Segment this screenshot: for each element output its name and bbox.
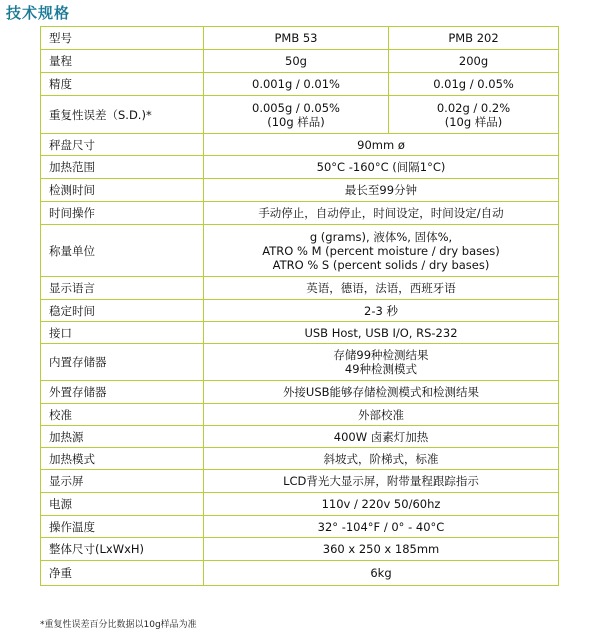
value-line: 49种检测模式	[344, 362, 418, 376]
row-label: 加热模式	[41, 448, 204, 470]
row-value	[204, 156, 559, 179]
spec-row	[41, 426, 559, 448]
spec-row	[41, 493, 559, 516]
row-label: 显示屏	[41, 470, 204, 493]
value-line: ATRO % M (percent moisture / dry bases)	[262, 243, 500, 258]
value-line: USB Host, USB I/O, RS-232	[304, 325, 458, 340]
row-value	[204, 277, 559, 300]
spec-row	[41, 516, 559, 538]
spec-row	[41, 156, 559, 179]
row-value	[204, 179, 559, 202]
row-label: 净重	[41, 561, 204, 586]
row-label: 校准	[41, 404, 204, 426]
header-row	[41, 27, 559, 50]
row-value	[204, 404, 559, 426]
model-pmb202: PMB 202	[389, 27, 559, 50]
row-value	[204, 202, 559, 225]
spec-row	[41, 381, 559, 404]
value-line: 110v / 220v 50/60hz	[321, 497, 441, 511]
row-label: 外置存储器	[41, 381, 204, 404]
row-label: 稳定时间	[41, 300, 204, 322]
spec-row	[41, 134, 559, 156]
row-label: 量程	[41, 50, 204, 73]
row-value	[204, 225, 559, 277]
value-line: 外部校准	[358, 407, 404, 422]
row-value	[204, 493, 559, 516]
spec-row	[41, 448, 559, 470]
value-line: 存储99种检测结果	[333, 348, 429, 362]
spec-row	[41, 277, 559, 300]
row-precision	[41, 73, 559, 96]
row-label: 时间操作	[41, 202, 204, 225]
row-label: 加热源	[41, 426, 204, 448]
row-label: 接口	[41, 322, 204, 344]
value-line: 最长至99分钟	[344, 183, 418, 197]
row-value: 50g	[204, 50, 389, 73]
spec-row	[41, 179, 559, 202]
spec-row	[41, 470, 559, 493]
row-label: 操作温度	[41, 516, 204, 538]
value-line: 英语，德语，法语，西班牙语	[306, 281, 456, 295]
value-line: 外接USB能够存储检测模式和检测结果	[282, 385, 480, 399]
value-line: (10g 样品)	[444, 114, 503, 129]
spec-row	[41, 344, 559, 381]
header-label: 型号	[41, 27, 204, 50]
row-value	[204, 381, 559, 404]
value-line: 6kg	[370, 566, 392, 580]
row-value	[204, 426, 559, 448]
row-value	[204, 300, 559, 322]
page-title: 技术规格	[6, 4, 71, 22]
row-value	[204, 96, 389, 134]
row-value: 0.01g / 0.05%	[389, 73, 559, 96]
row-label: 精度	[41, 73, 204, 96]
spec-row	[41, 300, 559, 322]
model-pmb53: PMB 53	[204, 27, 389, 50]
row-value	[204, 561, 559, 586]
spec-row	[41, 202, 559, 225]
footnote: *重复性误差百分比数据以10g样品为准	[40, 620, 197, 630]
value-line: (10g 样品)	[267, 114, 325, 129]
row-label: 整体尺寸(LxWxH)	[41, 538, 204, 561]
row-value	[204, 448, 559, 470]
row-label: 重复性误差（S.D.)*	[41, 96, 204, 134]
spec-row	[41, 322, 559, 344]
row-value: 200g	[389, 50, 559, 73]
row-value	[204, 470, 559, 493]
value-line: 2-3 秒	[364, 303, 398, 318]
value-line: 手动停止，自动停止，时间设定，时间设定/自动	[258, 206, 504, 220]
row-label: 电源	[41, 493, 204, 516]
row-range	[41, 50, 559, 73]
value-line: 0.02g / 0.2%	[436, 100, 511, 115]
row-label: 称量单位	[41, 225, 204, 277]
row-label: 内置存储器	[41, 344, 204, 381]
row-label: 秤盘尺寸	[41, 134, 204, 156]
row-value	[389, 96, 559, 134]
spec-table	[40, 26, 559, 586]
row-label: 检测时间	[41, 179, 204, 202]
row-value	[204, 538, 559, 561]
spec-row	[41, 561, 559, 586]
value-line: 50°C -160°C (间隔1°C)	[316, 160, 446, 174]
spec-row	[41, 225, 559, 277]
row-value	[204, 134, 559, 156]
value-line: 400W 卤素灯加热	[333, 429, 429, 444]
row-value	[204, 322, 559, 344]
value-line: LCD背光大显示屏，附带量程跟踪指示	[283, 474, 479, 488]
row-repeatability	[41, 96, 559, 134]
value-line: 32° -104°F / 0° - 40°C	[317, 519, 445, 534]
value-line: 斜坡式，阶梯式，标准	[323, 451, 439, 466]
value-line: 360 x 250 x 185mm	[322, 542, 440, 556]
value-line: ATRO % S (percent solids / dry bases)	[272, 257, 490, 272]
value-line: 90mm ø	[357, 137, 405, 152]
row-label: 显示语言	[41, 277, 204, 300]
value-line: g (grams), 液体%, 固体%,	[309, 229, 453, 244]
value-line: 0.005g / 0.05%	[252, 100, 340, 115]
row-label: 加热范围	[41, 156, 204, 179]
row-value	[204, 344, 559, 381]
spec-row	[41, 538, 559, 561]
row-value: 0.001g / 0.01%	[204, 73, 389, 96]
row-value	[204, 516, 559, 538]
spec-row	[41, 404, 559, 426]
